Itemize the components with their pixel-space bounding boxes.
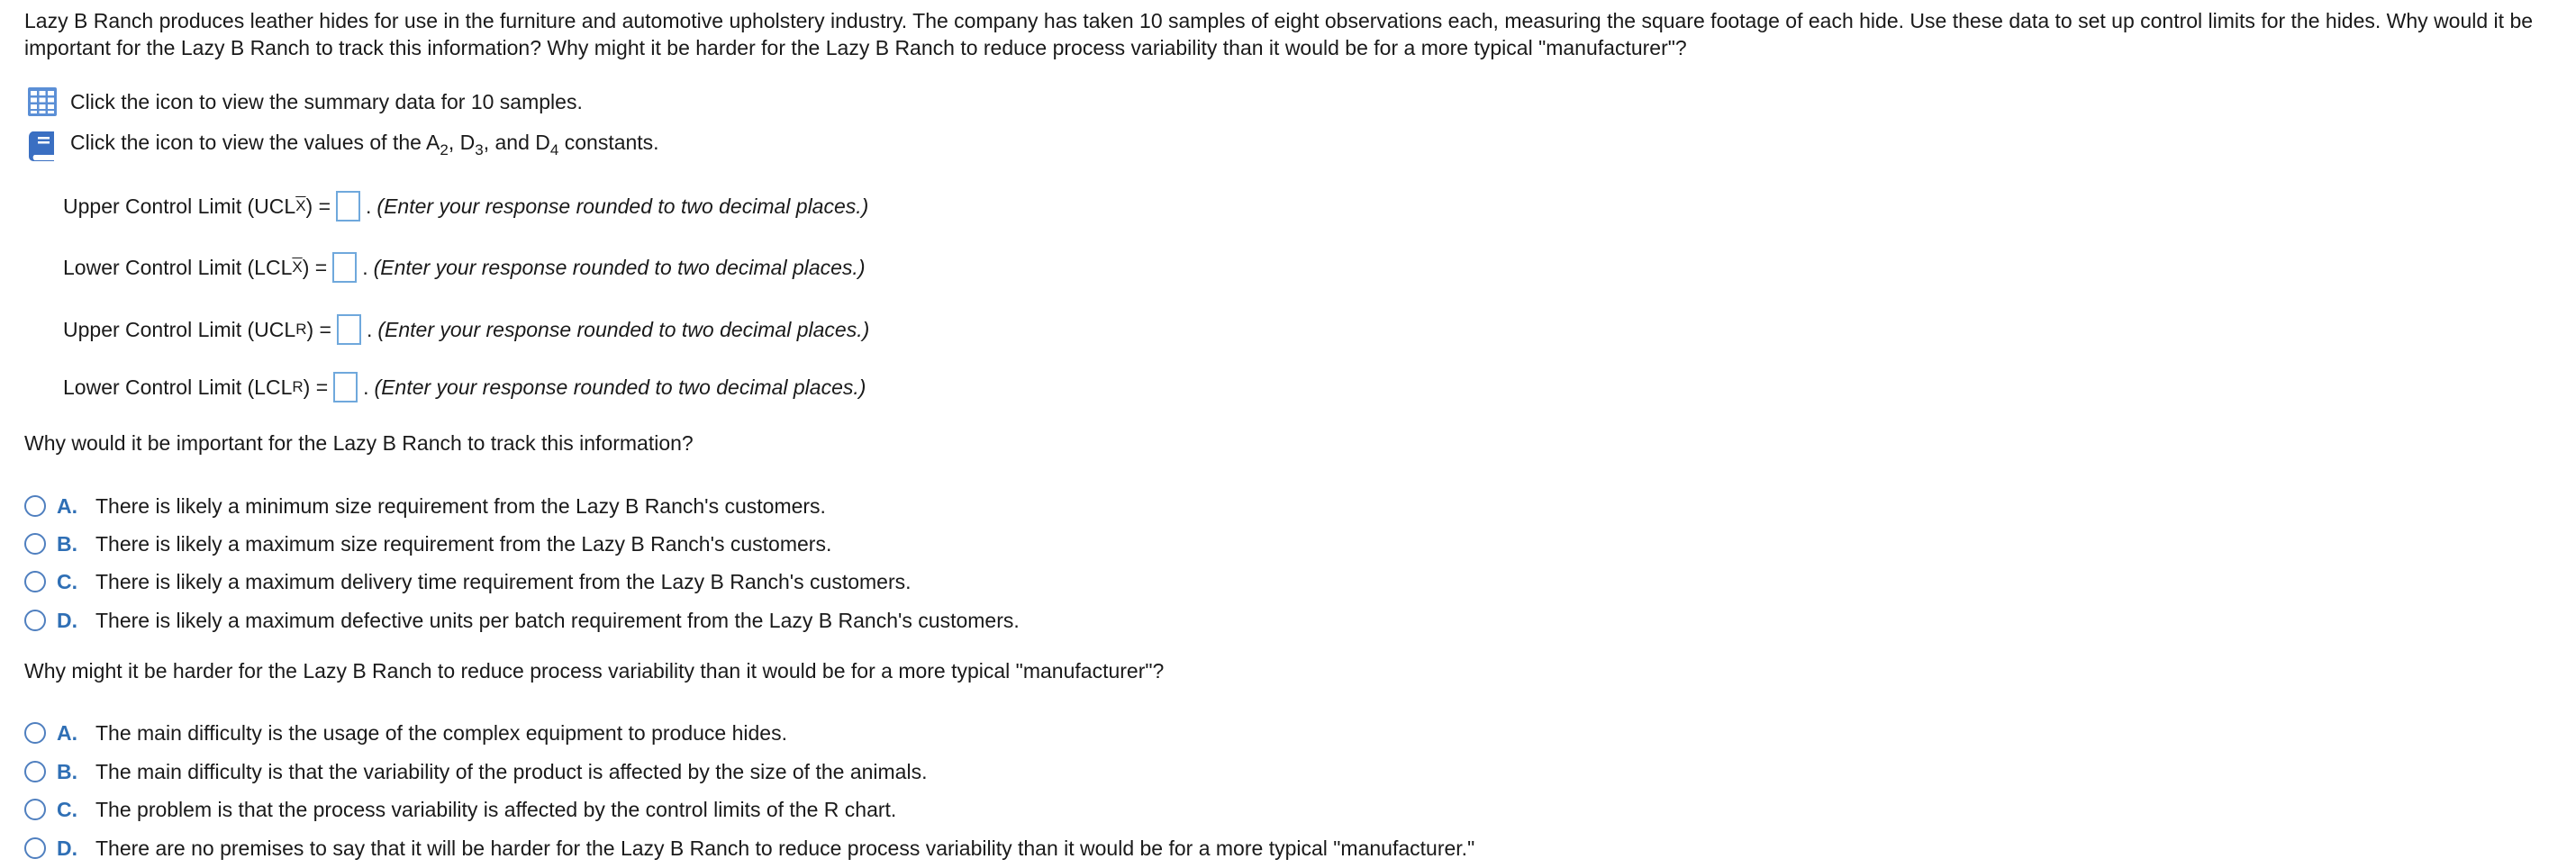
lcl-r-input[interactable] [333, 372, 358, 402]
radio-button[interactable] [24, 495, 46, 517]
summary-data-link-text: Click the icon to view the summary data for 10 samples. [70, 90, 583, 113]
question-2-text: Why might it be harder for the Lazy B Ranch to reduce process variability than it would be for a more typical "manufacturer"? [24, 659, 1165, 683]
radio-button[interactable] [24, 799, 46, 820]
radio-button[interactable] [24, 837, 46, 859]
radio-button[interactable] [24, 610, 46, 631]
lcl-r-row: Lower Control Limit (LCL R ) = . (Enter your response rounded to two decimal places.) [63, 372, 866, 402]
q1-option-c[interactable]: C. There is likely a maximum delivery time requirement from the Lazy B Ranch's customers. [24, 566, 912, 597]
q2-option-d[interactable]: D. There are no premises to say that it will be harder for the Lazy B Ranch to reduce process variability than it would be for a more typical "manufacturer." [24, 833, 1474, 863]
q2-option-c[interactable]: C. The problem is that the process variability is affected by the control limits of the R chart. [24, 794, 896, 825]
question-1-text: Why would it be important for the Lazy B Ranch to track this information? [24, 431, 694, 455]
constants-link-text: Click the icon to view the values of the $A_2$, $D_3$, and $D_4$ constants. [70, 131, 659, 158]
ucl-xbar-row: Upper Control Limit (UCL $\overline{X}$ ) = . (Enter your response rounded to two decimal places.) [63, 191, 868, 222]
q2-option-a[interactable]: A. The main difficulty is the usage of the complex equipment to produce hides. [24, 718, 787, 748]
book-icon[interactable] [27, 129, 58, 159]
lcl-xbar-row: Lower Control Limit (LCL $\overline{X}$ ) = . (Enter your response rounded to two decimal places.) [63, 252, 865, 283]
ucl-r-input[interactable] [337, 314, 361, 345]
table-icon[interactable] [27, 86, 58, 117]
radio-button[interactable] [24, 722, 46, 744]
q1-option-a[interactable]: A. There is likely a minimum size requirement from the Lazy B Ranch's customers. [24, 491, 826, 521]
q1-option-d[interactable]: D. There is likely a maximum defective units per batch requirement from the Lazy B Ranch's customers. [24, 605, 1020, 636]
radio-button[interactable] [24, 761, 46, 782]
problem-statement: Lazy B Ranch produces leather hides for use in the furniture and automotive upholstery industry. The company has taken 10 samples of eight observations each, measuring the square footage of each hide. Use these data to set up control limits for the hides. Why would it be important for the Lazy B Ranch to track this information? Why might it be harder for the Lazy B Ranch to reduce process variability than it would be for a more typical "manufacturer"? [24, 9, 2534, 59]
q2-option-b[interactable]: B. The main difficulty is that the variability of the product is affected by the size of the animals. [24, 756, 927, 787]
radio-button[interactable] [24, 533, 46, 555]
q1-option-b[interactable]: B. There is likely a maximum size requirement from the Lazy B Ranch's customers. [24, 529, 831, 559]
ucl-xbar-input[interactable] [336, 191, 360, 222]
ucl-r-row: Upper Control Limit (UCL R ) = . (Enter your response rounded to two decimal places.) [63, 314, 869, 345]
radio-button[interactable] [24, 571, 46, 592]
lcl-xbar-input[interactable] [332, 252, 357, 283]
